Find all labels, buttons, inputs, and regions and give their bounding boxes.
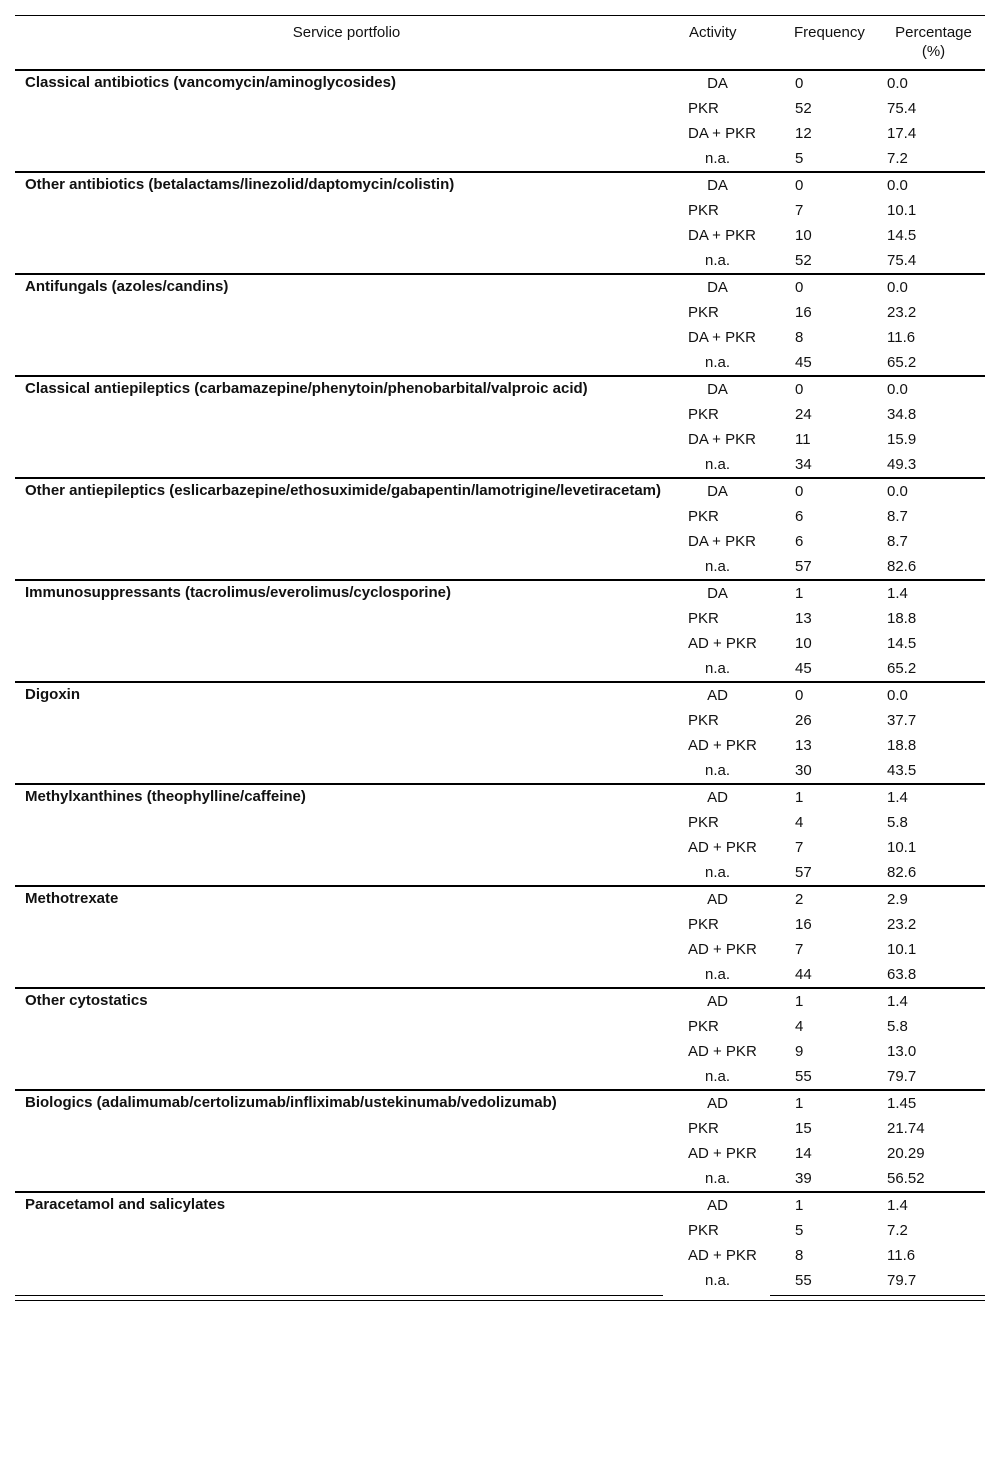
- frequency-cell: 44: [795, 965, 812, 983]
- activity-cell: PKR: [688, 1017, 719, 1035]
- frequency-cell: 14: [795, 1144, 812, 1162]
- percentage-cell: 13.0: [887, 1042, 917, 1060]
- table-row: [15, 580, 985, 606]
- percentage-cell: 75.4: [887, 251, 917, 269]
- frequency-cell: 0: [795, 74, 804, 92]
- activity-cell: AD: [678, 682, 785, 708]
- service-portfolio-label: Methylxanthines (theophylline/caffeine): [15, 784, 678, 886]
- activity-cell: AD + PKR: [688, 940, 757, 958]
- service-portfolio-label: Other antiepileptics (eslicarbazepine/ethosuximide/gabapentin/lamotrigine/levetiracetam): [15, 478, 678, 580]
- frequency-cell: 9: [795, 1042, 804, 1060]
- table-row: [15, 274, 985, 300]
- percentage-cell: 5.8: [887, 813, 908, 831]
- frequency-cell: 0: [785, 172, 878, 198]
- percentage-cell: 0.0: [878, 274, 985, 300]
- frequency-cell: 7: [795, 838, 804, 856]
- percentage-cell: 11.6: [887, 1246, 916, 1264]
- activity-cell: PKR: [688, 405, 719, 423]
- frequency-cell: 55: [795, 1271, 812, 1289]
- frequency-cell: 6: [795, 532, 804, 550]
- service-portfolio-label: Classical antibiotics (vancomycin/aminoglycosides): [25, 73, 396, 91]
- percentage-cell: 0.0: [887, 74, 908, 92]
- percentage-cell: 17.4: [887, 124, 917, 142]
- frequency-cell: 30: [795, 761, 812, 779]
- frequency-cell: 4: [795, 1017, 804, 1035]
- percentage-cell: 20.29: [887, 1144, 925, 1162]
- service-portfolio-label: Classical antiepileptics (carbamazepine/phenytoin/phenobarbital/valproic acid): [15, 376, 678, 478]
- table-row: [15, 1090, 985, 1116]
- service-portfolio-label: Methotrexate: [15, 886, 678, 988]
- percentage-cell: 18.8: [887, 736, 917, 754]
- service-portfolio-table: [15, 15, 985, 1293]
- table-final-rule: [15, 1300, 985, 1301]
- frequency-cell: 0: [785, 376, 878, 402]
- activity-cell: AD + PKR: [688, 1042, 757, 1060]
- activity-cell: PKR: [688, 303, 719, 321]
- frequency-cell: 57: [795, 557, 812, 575]
- activity-cell: AD: [678, 1192, 785, 1218]
- table-row: [15, 172, 985, 198]
- frequency-cell: 0: [785, 274, 878, 300]
- activity-cell: n.a.: [704, 1271, 731, 1289]
- frequency-cell: 11: [795, 430, 811, 448]
- frequency-cell: 24: [795, 405, 812, 423]
- frequency-cell: 15: [795, 1119, 812, 1137]
- activity-cell: n.a.: [704, 965, 731, 983]
- activity-cell: PKR: [688, 507, 719, 525]
- activity-cell: DA + PKR: [688, 124, 756, 142]
- percentage-cell: 56.52: [887, 1169, 925, 1187]
- percentage-cell: 49.3: [887, 455, 917, 473]
- percentage-cell: 0.0: [878, 172, 985, 198]
- frequency-cell: 4: [795, 813, 804, 831]
- activity-cell: DA + PKR: [688, 532, 756, 550]
- percentage-cell: 37.7: [887, 711, 917, 729]
- percentage-cell: 11.6: [887, 328, 916, 346]
- table-row: [15, 70, 985, 96]
- service-portfolio-table-container: [15, 15, 985, 1301]
- frequency-cell: 0: [785, 682, 878, 708]
- bottom-rule-segment: [770, 1295, 985, 1296]
- percentage-cell: 18.8: [887, 609, 917, 627]
- percentage-cell: 2.9: [878, 886, 985, 912]
- percentage-cell: 79.7: [887, 1067, 917, 1085]
- frequency-cell: 7: [795, 940, 804, 958]
- activity-cell: n.a.: [704, 659, 731, 677]
- activity-cell: PKR: [688, 1119, 719, 1137]
- percentage-cell: 34.8: [887, 405, 917, 423]
- percentage-cell: 8.7: [887, 532, 908, 550]
- frequency-cell: 52: [795, 251, 812, 269]
- service-portfolio-label: Digoxin: [15, 682, 678, 784]
- activity-cell: n.a.: [704, 353, 731, 371]
- activity-cell: PKR: [688, 99, 719, 117]
- percentage-cell: 63.8: [887, 965, 917, 983]
- activity-cell: n.a.: [704, 251, 731, 269]
- percentage-cell: 10.1: [887, 201, 917, 219]
- header-service-portfolio: Service portfolio: [292, 24, 401, 41]
- percentage-cell: 75.4: [887, 99, 917, 117]
- percentage-cell: 10.1: [887, 940, 917, 958]
- percentage-cell: 7.2: [887, 1221, 908, 1239]
- frequency-cell: 10: [795, 226, 812, 244]
- percentage-cell: 1.4: [878, 580, 985, 606]
- activity-cell: DA: [678, 580, 785, 606]
- frequency-cell: 8: [795, 328, 804, 346]
- table-row: [15, 376, 985, 402]
- percentage-cell: 82.6: [887, 863, 917, 881]
- service-portfolio-label: Paracetamol and salicylates: [15, 1192, 678, 1293]
- frequency-cell: 55: [795, 1067, 812, 1085]
- activity-cell: PKR: [688, 609, 719, 627]
- frequency-cell: 5: [795, 1221, 804, 1239]
- activity-cell: PKR: [688, 1221, 719, 1239]
- service-portfolio-label: Other antibiotics (betalactams/linezolid/daptomycin/colistin): [15, 172, 678, 274]
- percentage-cell: 65.2: [887, 659, 917, 677]
- table-row: [15, 784, 985, 810]
- frequency-cell: 45: [795, 353, 812, 371]
- activity-cell: n.a.: [704, 557, 731, 575]
- activity-cell: n.a.: [704, 149, 731, 167]
- percentage-cell: 14.5: [887, 226, 917, 244]
- activity-cell: n.a.: [704, 455, 731, 473]
- header-percentage: Percentage (%): [895, 24, 972, 60]
- percentage-cell: 1.4: [878, 988, 985, 1014]
- header-frequency: Frequency: [794, 24, 865, 41]
- percentage-cell: 1.4: [878, 784, 985, 810]
- frequency-cell: 6: [795, 507, 804, 525]
- percentage-cell: 0.0: [878, 478, 985, 504]
- frequency-cell: 1: [785, 784, 878, 810]
- table-row: [15, 988, 985, 1014]
- percentage-cell: 15.9: [887, 430, 917, 448]
- percentage-cell: 65.2: [887, 353, 917, 371]
- bottom-rule-gap: [663, 1295, 770, 1296]
- frequency-cell: 26: [795, 711, 812, 729]
- frequency-cell: 13: [795, 609, 812, 627]
- percentage-cell: 5.8: [887, 1017, 908, 1035]
- percentage-cell: 0.0: [878, 376, 985, 402]
- table-row: [15, 478, 985, 504]
- activity-cell: PKR: [688, 813, 719, 831]
- frequency-cell: 16: [795, 303, 812, 321]
- table-bottom-rule: [15, 1295, 985, 1296]
- activity-cell: AD: [678, 886, 785, 912]
- activity-cell: DA: [678, 376, 785, 402]
- percentage-cell: 21.74: [887, 1119, 925, 1137]
- activity-cell: DA + PKR: [688, 430, 756, 448]
- frequency-cell: 45: [795, 659, 812, 677]
- percentage-cell: 23.2: [887, 303, 917, 321]
- activity-cell: PKR: [688, 711, 719, 729]
- frequency-cell: 10: [795, 634, 812, 652]
- activity-cell: AD: [678, 784, 785, 810]
- activity-cell: DA: [678, 172, 785, 198]
- activity-cell: AD: [678, 988, 785, 1014]
- table-row: [15, 1192, 985, 1218]
- frequency-cell: 2: [785, 886, 878, 912]
- header-activity: Activity: [689, 24, 737, 41]
- percentage-cell: 0.0: [878, 682, 985, 708]
- frequency-cell: 12: [795, 124, 812, 142]
- activity-cell: n.a.: [704, 863, 731, 881]
- percentage-cell: 10.1: [887, 838, 917, 856]
- frequency-cell: 8: [795, 1246, 804, 1264]
- activity-cell: DA + PKR: [688, 328, 756, 346]
- activity-cell: AD + PKR: [688, 1246, 757, 1264]
- percentage-cell: 1.45: [878, 1090, 985, 1116]
- service-portfolio-label: Biologics (adalimumab/certolizumab/infliximab/ustekinumab/vedolizumab): [15, 1090, 678, 1192]
- frequency-cell: 1: [785, 580, 878, 606]
- frequency-cell: 16: [795, 915, 812, 933]
- activity-cell: AD + PKR: [688, 838, 757, 856]
- frequency-cell: 1: [785, 1192, 878, 1218]
- activity-cell: n.a.: [704, 1067, 731, 1085]
- table-header: [15, 16, 985, 70]
- frequency-cell: 7: [795, 201, 804, 219]
- percentage-cell: 79.7: [887, 1271, 917, 1289]
- table-body: [15, 70, 985, 1293]
- activity-cell: n.a.: [704, 761, 731, 779]
- frequency-cell: 39: [795, 1169, 812, 1187]
- frequency-cell: 0: [785, 478, 878, 504]
- bottom-rule-segment: [15, 1295, 663, 1296]
- percentage-cell: 14.5: [887, 634, 917, 652]
- activity-cell: DA: [707, 74, 728, 92]
- service-portfolio-label: Immunosuppressants (tacrolimus/everolimus/cyclosporine): [15, 580, 678, 682]
- activity-cell: AD + PKR: [688, 1144, 757, 1162]
- percentage-cell: 7.2: [887, 149, 908, 167]
- percentage-cell: 1.4: [878, 1192, 985, 1218]
- activity-cell: PKR: [688, 201, 719, 219]
- service-portfolio-label: Other cytostatics: [15, 988, 678, 1090]
- percentage-cell: 43.5: [887, 761, 917, 779]
- activity-cell: DA + PKR: [688, 226, 756, 244]
- activity-cell: AD: [678, 1090, 785, 1116]
- table-row: [15, 886, 985, 912]
- service-portfolio-label: Antifungals (azoles/candins): [15, 274, 678, 376]
- frequency-cell: 1: [785, 1090, 878, 1116]
- activity-cell: PKR: [688, 915, 719, 933]
- percentage-cell: 8.7: [887, 507, 908, 525]
- table-row: [15, 682, 985, 708]
- percentage-cell: 82.6: [887, 557, 917, 575]
- header-row: [15, 16, 985, 70]
- activity-cell: DA: [678, 478, 785, 504]
- activity-cell: AD + PKR: [688, 634, 757, 652]
- activity-cell: AD + PKR: [688, 736, 757, 754]
- activity-cell: n.a.: [704, 1169, 731, 1187]
- frequency-cell: 57: [795, 863, 812, 881]
- frequency-cell: 34: [795, 455, 812, 473]
- percentage-cell: 23.2: [887, 915, 917, 933]
- frequency-cell: 52: [795, 99, 812, 117]
- frequency-cell: 5: [795, 149, 804, 167]
- frequency-cell: 13: [795, 736, 812, 754]
- activity-cell: DA: [678, 274, 785, 300]
- frequency-cell: 1: [785, 988, 878, 1014]
